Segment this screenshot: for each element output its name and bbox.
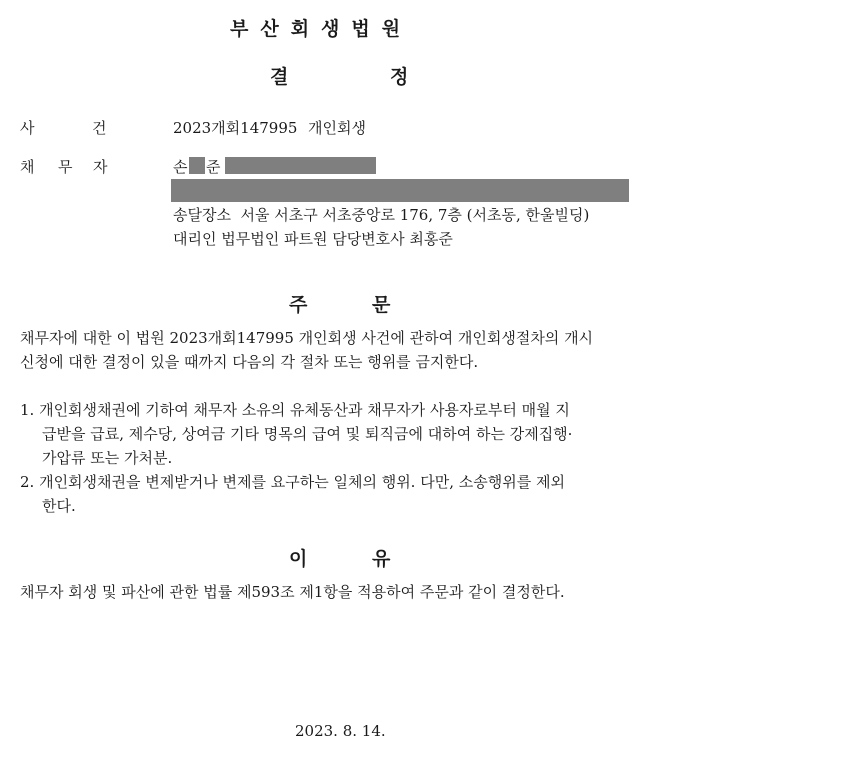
debtor-label-3: 자 bbox=[93, 158, 108, 176]
order-intro bbox=[20, 326, 593, 374]
reason-heading-part2: 유 bbox=[372, 548, 391, 570]
order-heading-part2: 문 bbox=[372, 294, 391, 316]
service-address: 송달장소 서울 서초구 서초중앙로 176, 7층 (서초동, 한울빌딩) bbox=[173, 206, 590, 224]
order-heading-part1: 주 bbox=[289, 294, 308, 316]
order-intro-line1: 채무자에 대한 이 법원 2023개회147995 개인회생 사건에 관하여 개인회생절차의 개시 bbox=[20, 329, 594, 347]
document-title-part2: 정 bbox=[390, 66, 409, 88]
order-item-2 bbox=[20, 470, 565, 518]
case-label-2: 건 bbox=[92, 119, 107, 137]
case-label-1: 사 bbox=[20, 119, 35, 137]
redaction-name-rest bbox=[225, 157, 376, 174]
document-title-part1: 결 bbox=[270, 66, 289, 88]
debtor-name-last: 준 bbox=[206, 158, 221, 176]
order-item-1-line3: 가압류 또는 가처분. bbox=[42, 449, 173, 467]
order-item-1-line1: 1. 개인회생채권에 기하여 채무자 소유의 유체동산과 채무자가 사용자로부터 매월 지 bbox=[20, 401, 570, 419]
case-type: 개인회생 bbox=[308, 119, 366, 137]
order-item-1-line2: 급받을 급료, 제수당, 상여금 기타 명목의 급여 및 퇴직금에 대하여 하는 강제집행· bbox=[42, 425, 573, 443]
legal-agent: 대리인 법무법인 파트원 담당변호사 최홍준 bbox=[173, 230, 453, 248]
court-name: 부산회생법원 bbox=[230, 18, 413, 40]
debtor-label-2: 무 bbox=[58, 158, 73, 176]
debtor-label-1: 채 bbox=[20, 158, 35, 176]
reason-heading-part1: 이 bbox=[289, 548, 308, 570]
reason-text: 채무자 회생 및 파산에 관한 법률 제593조 제1항을 적용하여 주문과 같이 결정한다. bbox=[20, 583, 565, 601]
redaction-name-middle bbox=[189, 157, 205, 174]
order-item-1 bbox=[20, 398, 572, 470]
redaction-address bbox=[171, 179, 629, 202]
order-item-2-line2: 한다. bbox=[42, 497, 76, 515]
decision-date: 2023. 8. 14. bbox=[295, 722, 386, 740]
debtor-name-first: 손 bbox=[173, 158, 188, 176]
case-number: 2023개회147995 bbox=[173, 119, 298, 137]
order-intro-line2: 신청에 대한 결정이 있을 때까지 다음의 각 절차 또는 행위를 금지한다. bbox=[20, 353, 479, 371]
order-item-2-line1: 2. 개인회생채권을 변제받거나 변제를 요구하는 일체의 행위. 다만, 소송행위를 제외 bbox=[20, 473, 565, 491]
